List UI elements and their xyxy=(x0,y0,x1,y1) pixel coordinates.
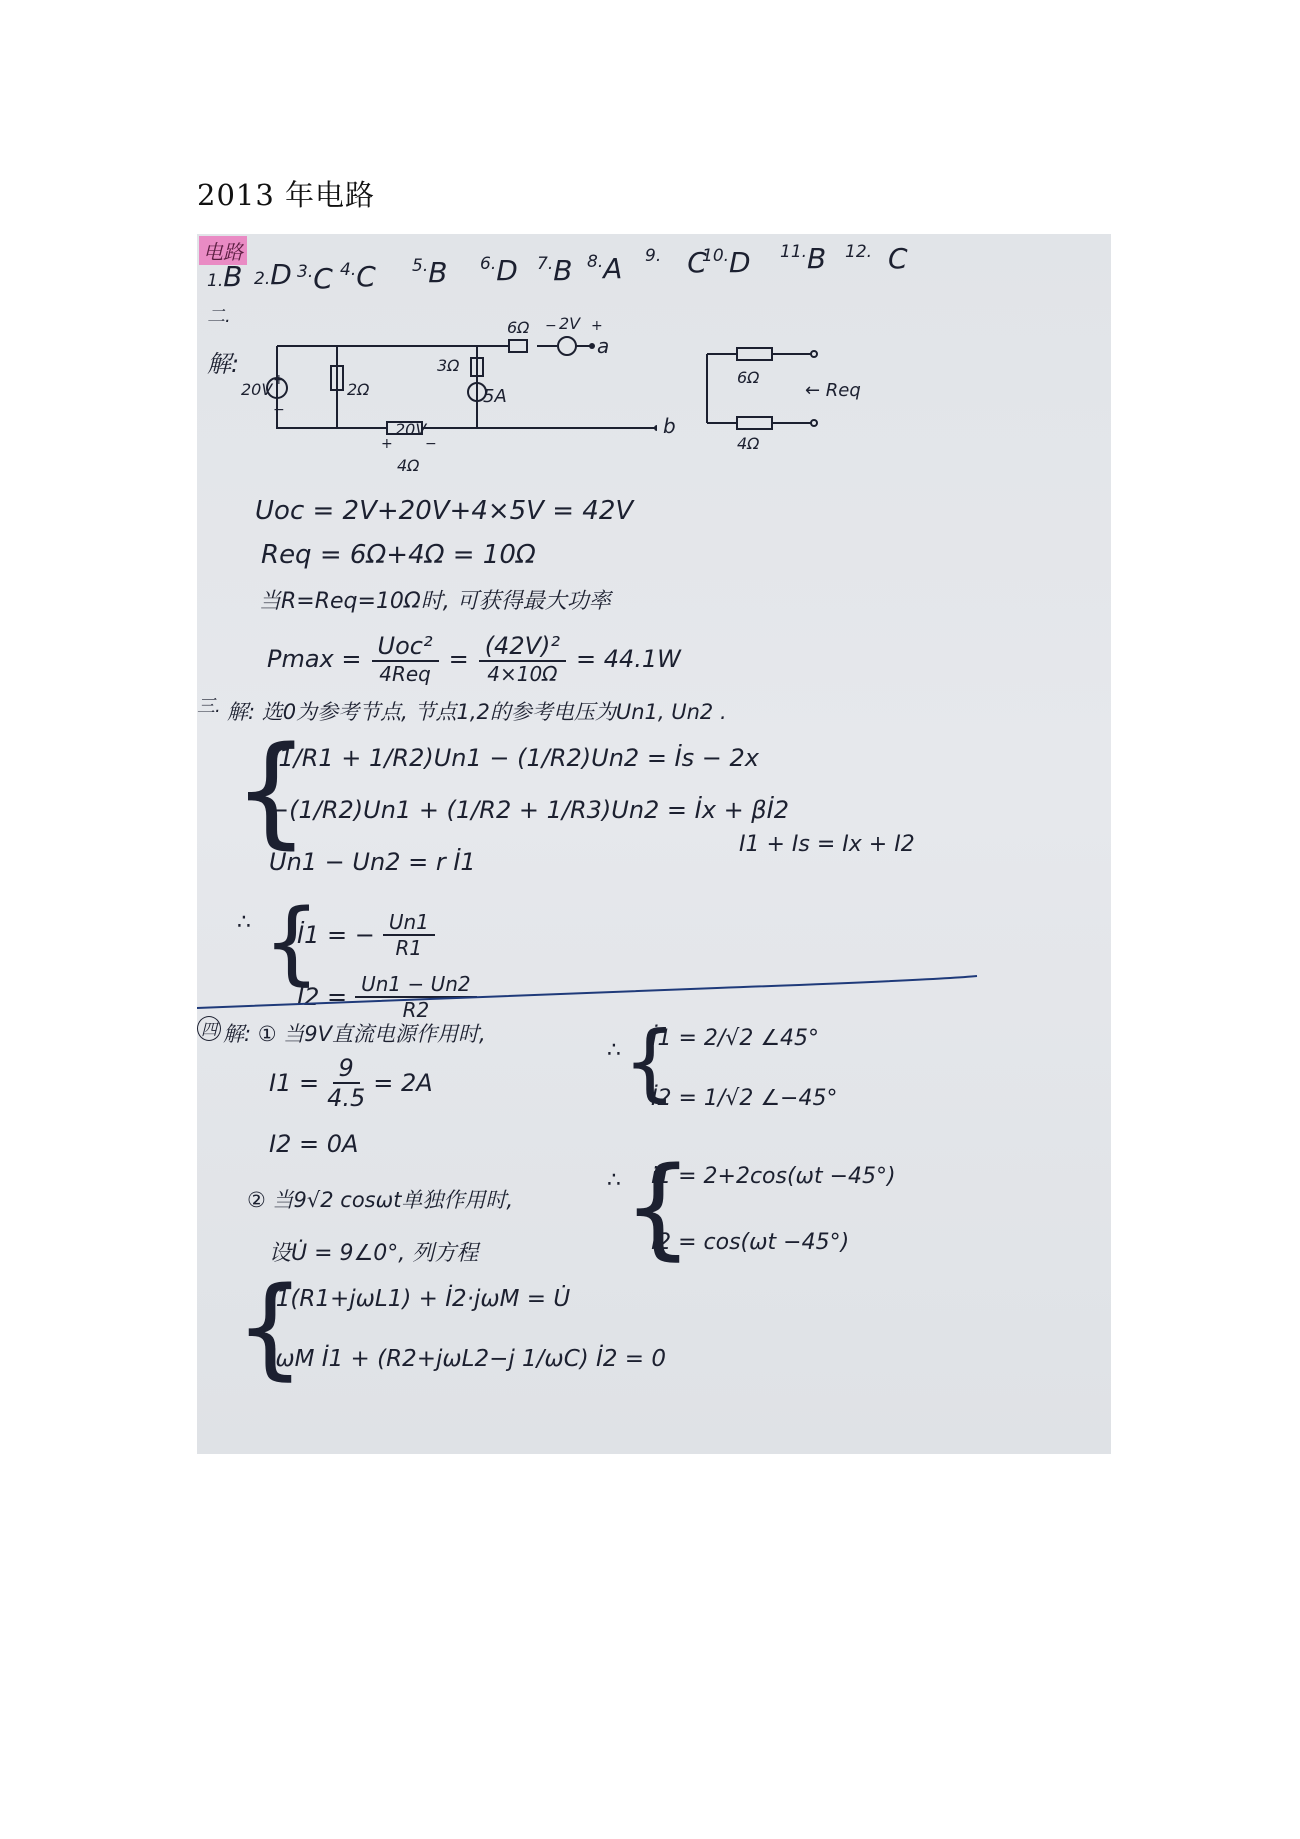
answer-6: $^{6.}$D xyxy=(480,254,518,287)
answer-1: 1.B xyxy=(207,260,243,293)
answer-11: $^{11.}$B xyxy=(780,242,827,275)
answer-10: $^{10.}$D xyxy=(702,246,751,279)
equiv-label-6ohm: 6Ω xyxy=(737,368,760,387)
mesh-equation-2: jωM İ1 + (R2+jωL2−j 1/ωC) İ2 = 0 xyxy=(269,1346,666,1372)
polarity-plus-source: + xyxy=(273,372,285,388)
node-equation-2: −(1/R2)Un1 + (1/R2 + 1/R3)Un2 = İx + βİ2 xyxy=(269,796,789,824)
polarity-plus-2v: + xyxy=(591,318,603,334)
result-i2: I2 = $\frac{Un1 - Un2}{R2}$ xyxy=(297,972,477,1022)
polarity-minus-2v: − xyxy=(545,318,557,334)
terminal-a: a xyxy=(597,334,610,358)
phasor-therefore: ∴ xyxy=(607,1038,621,1063)
answer-4: $^{4.}$C xyxy=(340,260,376,293)
time-i2: i2 = cos(ωt −45°) xyxy=(651,1230,850,1255)
answer-9: $^{9.}$ C xyxy=(645,246,707,279)
answer-3: $^{3.}$C xyxy=(297,262,333,295)
polarity-minus-source: − xyxy=(273,402,285,418)
polarity-minus-20v: − xyxy=(425,436,437,452)
circuit-label-3ohm: 3Ω xyxy=(437,356,460,375)
circuit-label-6ohm: 6Ω xyxy=(507,318,530,337)
node-equation-3: Un1 − Un2 = r İ1 xyxy=(269,848,476,876)
section-2-heading: 二. xyxy=(207,306,231,327)
answer-5: $^{5.}$B xyxy=(412,256,448,289)
equiv-label-4ohm: 4Ω xyxy=(737,434,760,453)
result-brace: { xyxy=(263,890,321,995)
circuit-label-4ohm: 4Ω xyxy=(397,456,420,475)
section-3-heading: 三. xyxy=(197,696,221,717)
phasor-i1: İ1 = 2/√2 ∠45° xyxy=(651,1026,820,1051)
section-4-heading: 四 xyxy=(197,1016,221,1041)
answer-12: $^{12.}$ C xyxy=(845,242,908,275)
phasor-assumption: 设U̇ = 9∠0°, 列方程 xyxy=(269,1241,479,1266)
i1-dc-equation: I1 = $\frac{9}{4.5}$ = 2A xyxy=(269,1054,433,1112)
mesh-equation-1: İ1(R1+jωL1) + İ2·jωM = U̇ xyxy=(269,1286,571,1312)
time-brace: { xyxy=(623,1143,693,1271)
node-equation-brace: { xyxy=(233,722,310,861)
section-3-therefore: ∴ xyxy=(237,910,251,935)
equiv-label-req: ← Req xyxy=(805,380,861,401)
answer-2: 2.D xyxy=(254,258,292,291)
section-4-intro: 解: ① 当9V直流电源作用时, xyxy=(223,1022,486,1046)
time-therefore: ∴ xyxy=(607,1168,621,1193)
mesh-equation-brace: { xyxy=(235,1263,305,1391)
max-power-condition: 当R=Req=10Ω时, 可获得最大功率 xyxy=(259,589,611,614)
handwritten-answer-photo xyxy=(197,234,1111,1454)
pmax-equation: Pmax = Uoc² 4Req = (42V)² 4×10Ω = 44.1W xyxy=(267,632,681,686)
corner-highlight-mark: 电路 xyxy=(199,236,247,265)
section-4-part2: ② 当9√2 cosωt单独作用时, xyxy=(247,1188,514,1212)
answer-8: $^{8.}$A xyxy=(587,252,623,285)
answer-7: $^{7.}$B xyxy=(537,254,573,287)
kcl-side-note: I1 + Is = Ix + I2 xyxy=(739,832,915,857)
result-i1: İ1 = − $\frac{Un1}{R1}$ xyxy=(297,910,435,960)
circuit-label-20v-drop: 20V xyxy=(395,420,427,439)
time-i1: i1 = 2+2cos(ωt −45°) xyxy=(651,1164,896,1189)
section-2-solve: 解: xyxy=(207,350,240,378)
phasor-brace: { xyxy=(623,1013,677,1111)
circuit-label-2v: 2V xyxy=(559,314,581,333)
circuit-label-20v-source: 20V xyxy=(241,380,273,399)
phasor-i2: İ2 = 1/√2 ∠−45° xyxy=(651,1086,838,1111)
uoc-line: Uoc = 2V+20V+4×5V = 42V xyxy=(255,496,634,526)
node-equation-1: (1/R1 + 1/R2)Un1 − (1/R2)Un2 = İs − 2x xyxy=(269,744,759,772)
circuit-label-2ohm: 2Ω xyxy=(347,380,370,399)
circuit-label-5a: 5A xyxy=(483,386,507,407)
circuit-diagram xyxy=(237,316,657,466)
terminal-b: b xyxy=(663,414,676,438)
document-title: 2013 年电路 xyxy=(197,178,376,212)
section-3-intro: 解: 选0为参考节点, 节点1,2的参考电压为Un1, Un2 . xyxy=(227,700,727,724)
polarity-plus-20v: + xyxy=(381,436,393,452)
section-divider-line xyxy=(197,974,1111,1014)
i2-dc: I2 = 0A xyxy=(269,1130,359,1158)
req-line: Req = 6Ω+4Ω = 10Ω xyxy=(261,540,536,570)
